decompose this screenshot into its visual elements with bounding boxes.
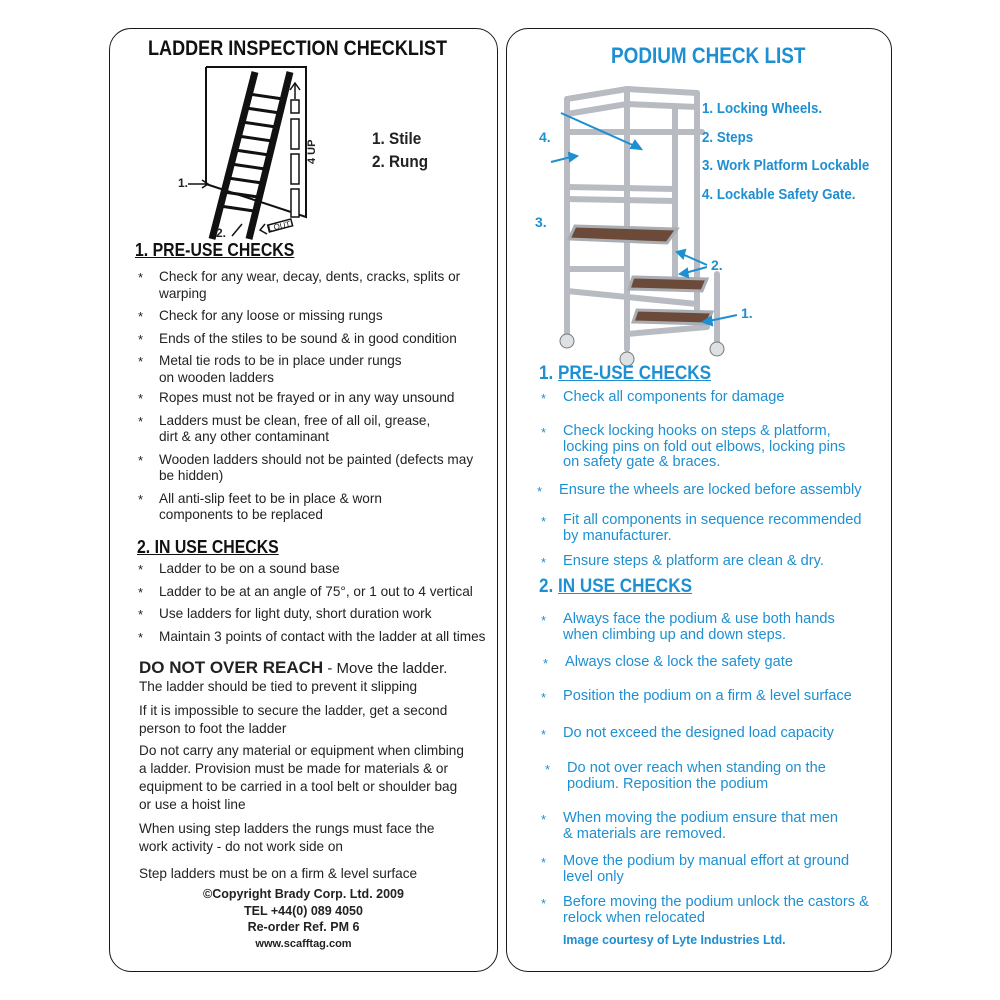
bullet-star-icon: * xyxy=(138,413,144,429)
tie-ladder-note: The ladder should be tied to prevent it slipping xyxy=(139,679,418,694)
legend-item-rung: 2. Rung xyxy=(372,152,429,171)
list-item: * Use ladders for light duty, short duration work xyxy=(138,606,432,622)
list-item: * Do not over reach when standing on the podium. Reposition the podium xyxy=(545,760,826,792)
list-item: * Always face the podium & use both hands when climbing up and down steps. xyxy=(541,611,835,643)
bullet-star-icon: * xyxy=(541,555,547,570)
bullet-star-icon: * xyxy=(541,391,547,406)
secure-ladder-note: If it is impossible to secure the ladder, get a second person to foot the ladder xyxy=(139,703,448,736)
marker-platform: 3. xyxy=(535,214,547,230)
list-item: * Ensure the wheels are locked before assembly xyxy=(537,482,862,499)
list-item: * All anti-slip feet to be in place & worn components to be replaced xyxy=(138,490,382,522)
list-item: * Ladders must be clean, free of all oil, grease, dirt & any other contaminant xyxy=(138,412,431,444)
copyright: ©Copyright Brady Corp. Ltd. 2009 xyxy=(203,887,404,901)
step-ladder-rungs-note: When using step ladders the rungs must face the work activity - do not work side on xyxy=(139,821,435,854)
list-item: * Move the podium by manual effort at ground level only xyxy=(541,853,850,885)
left-footer xyxy=(110,886,497,952)
bullet-star-icon: * xyxy=(541,613,547,628)
podium-in-use-heading: 2. IN USE CHECKS xyxy=(539,576,692,597)
bullet-star-icon: * xyxy=(541,727,547,742)
list-item: * Ends of the stiles to be sound & in good condition xyxy=(138,330,457,347)
ladder-stile-left xyxy=(212,72,255,239)
list-item: * Always close & lock the safety gate xyxy=(543,654,793,671)
bullet-star-icon: * xyxy=(541,896,547,911)
over-reach-bold: DO NOT OVER REACH xyxy=(139,658,324,677)
carry-material-note: Do not carry any material or equipment when climbing a ladder. Provision must be made for materials & or equipment to be carried in a tool belt or shoulder bag or use a hoist line xyxy=(139,743,464,812)
marker-gate: 4. xyxy=(539,129,551,145)
list-item: * Maintain 3 points of contact with the ladder at all times xyxy=(138,628,486,645)
bullet-star-icon: * xyxy=(541,514,547,529)
list-item: * Position the podium on a firm & level surface xyxy=(541,688,852,705)
reorder-ref: Re-order Ref. PM 6 xyxy=(247,920,360,934)
pointer-wheel-icon xyxy=(709,315,737,321)
bullet-star-icon: * xyxy=(543,656,549,671)
telephone: TEL +44(0) 089 4050 xyxy=(244,903,363,918)
bullet-star-icon: * xyxy=(541,855,547,870)
rung-pointer-icon xyxy=(232,224,242,236)
image-credit: Image courtesy of Lyte Industries Ltd. xyxy=(563,932,786,947)
list-item: * Fit all components in sequence recommended by manufacturer. xyxy=(541,512,862,544)
bullet-star-icon: * xyxy=(138,309,144,324)
legend-item-platform: 3. Work Platform Lockable xyxy=(702,158,870,174)
list-item: * Check locking hooks on steps & platform, locking pins on fold out elbows, locking pins on safety gate & braces. xyxy=(541,423,846,470)
up-scale xyxy=(291,100,299,217)
legend-item-steps: 2. Steps xyxy=(702,129,754,146)
stile-marker-label: 1. xyxy=(178,176,189,190)
podium-checklist-card xyxy=(506,28,892,972)
legend-item-stile: 1. Stile xyxy=(372,129,422,148)
over-reach-note: DO NOT OVER REACH - Move the ladder. The ladder should be tied to prevent it slipping xyxy=(139,659,489,696)
list-item: * Ladder to be at an angle of 75°, or 1 out to 4 vertical xyxy=(138,583,473,600)
bullet-star-icon: * xyxy=(545,762,551,777)
list-item: * Ladder to be on a sound base xyxy=(138,561,340,577)
podium-legend xyxy=(702,95,869,209)
list-item: * Do not exceed the designed load capacity xyxy=(541,725,834,742)
bullet-star-icon: * xyxy=(541,690,547,705)
bullet-star-icon: * xyxy=(138,629,144,645)
legend-item-gate: 4. Lockable Safety Gate. xyxy=(702,186,856,203)
bullet-star-icon: * xyxy=(541,812,547,827)
list-item: * Ropes must not be frayed or in any way unsound xyxy=(138,390,455,406)
one-out-label: 1 OUT xyxy=(266,219,292,234)
list-item: * Metal tie rods to be in place under rungs on wooden ladders xyxy=(138,353,402,385)
podium-pre-use-heading: 1. PRE-USE CHECKS xyxy=(539,363,711,384)
pointer-safety-gate-icon xyxy=(561,113,637,147)
step-ladder-surface-note: Step ladders must be on a firm & level surface xyxy=(139,866,418,881)
list-item: * Check for any loose or missing rungs xyxy=(138,308,383,324)
list-item: * Before moving the podium unlock the castors & relock when relocated xyxy=(541,894,869,926)
bullet-star-icon: * xyxy=(138,491,144,507)
bullet-star-icon: * xyxy=(138,607,144,622)
in-use-checks-heading: 2. IN USE CHECKS xyxy=(137,537,279,557)
four-up-label: 4 UP xyxy=(306,139,318,164)
list-item: * Ensure steps & platform are clean & dry. xyxy=(541,553,824,570)
bullet-star-icon: * xyxy=(537,484,543,499)
bullet-star-icon: * xyxy=(541,425,547,440)
list-item: * Check for any wear, decay, dents, cracks, splits or warping xyxy=(138,269,461,301)
list-item: * Check all components for damage xyxy=(541,389,785,406)
podium-checklist-title: PODIUM CHECK LIST xyxy=(611,43,806,68)
bullet-star-icon: * xyxy=(138,270,144,285)
website-link[interactable]: www.scafftag.com xyxy=(255,937,352,950)
list-item: * When moving the podium ensure that men & materials are removed. xyxy=(541,810,839,842)
rung-marker-label: 2. xyxy=(216,226,227,240)
bullet-star-icon: * xyxy=(138,452,144,468)
ladder-inspection-card xyxy=(109,28,498,972)
in-use-checks-list xyxy=(138,561,487,645)
bullet-star-icon: * xyxy=(138,354,144,369)
legend-item-wheels: 1. Locking Wheels. xyxy=(702,101,823,117)
bullet-star-icon: * xyxy=(138,584,144,600)
pointer-platform-icon xyxy=(551,157,571,162)
bullet-star-icon: * xyxy=(138,391,144,406)
pointer-step-upper-icon xyxy=(682,254,707,265)
pre-use-checks-heading: 1. PRE-USE CHECKS xyxy=(135,240,295,260)
bullet-star-icon: * xyxy=(138,331,144,347)
ladder-legend xyxy=(372,127,428,173)
marker-steps: 2. xyxy=(711,257,723,273)
ladder-checklist-title: LADDER INSPECTION CHECKLIST xyxy=(148,37,448,60)
bullet-star-icon: * xyxy=(138,562,144,577)
pre-use-checks-list xyxy=(138,269,487,524)
marker-wheels: 1. xyxy=(741,305,753,321)
list-item: * Wooden ladders should not be painted (defects may be hidden) xyxy=(138,451,474,483)
